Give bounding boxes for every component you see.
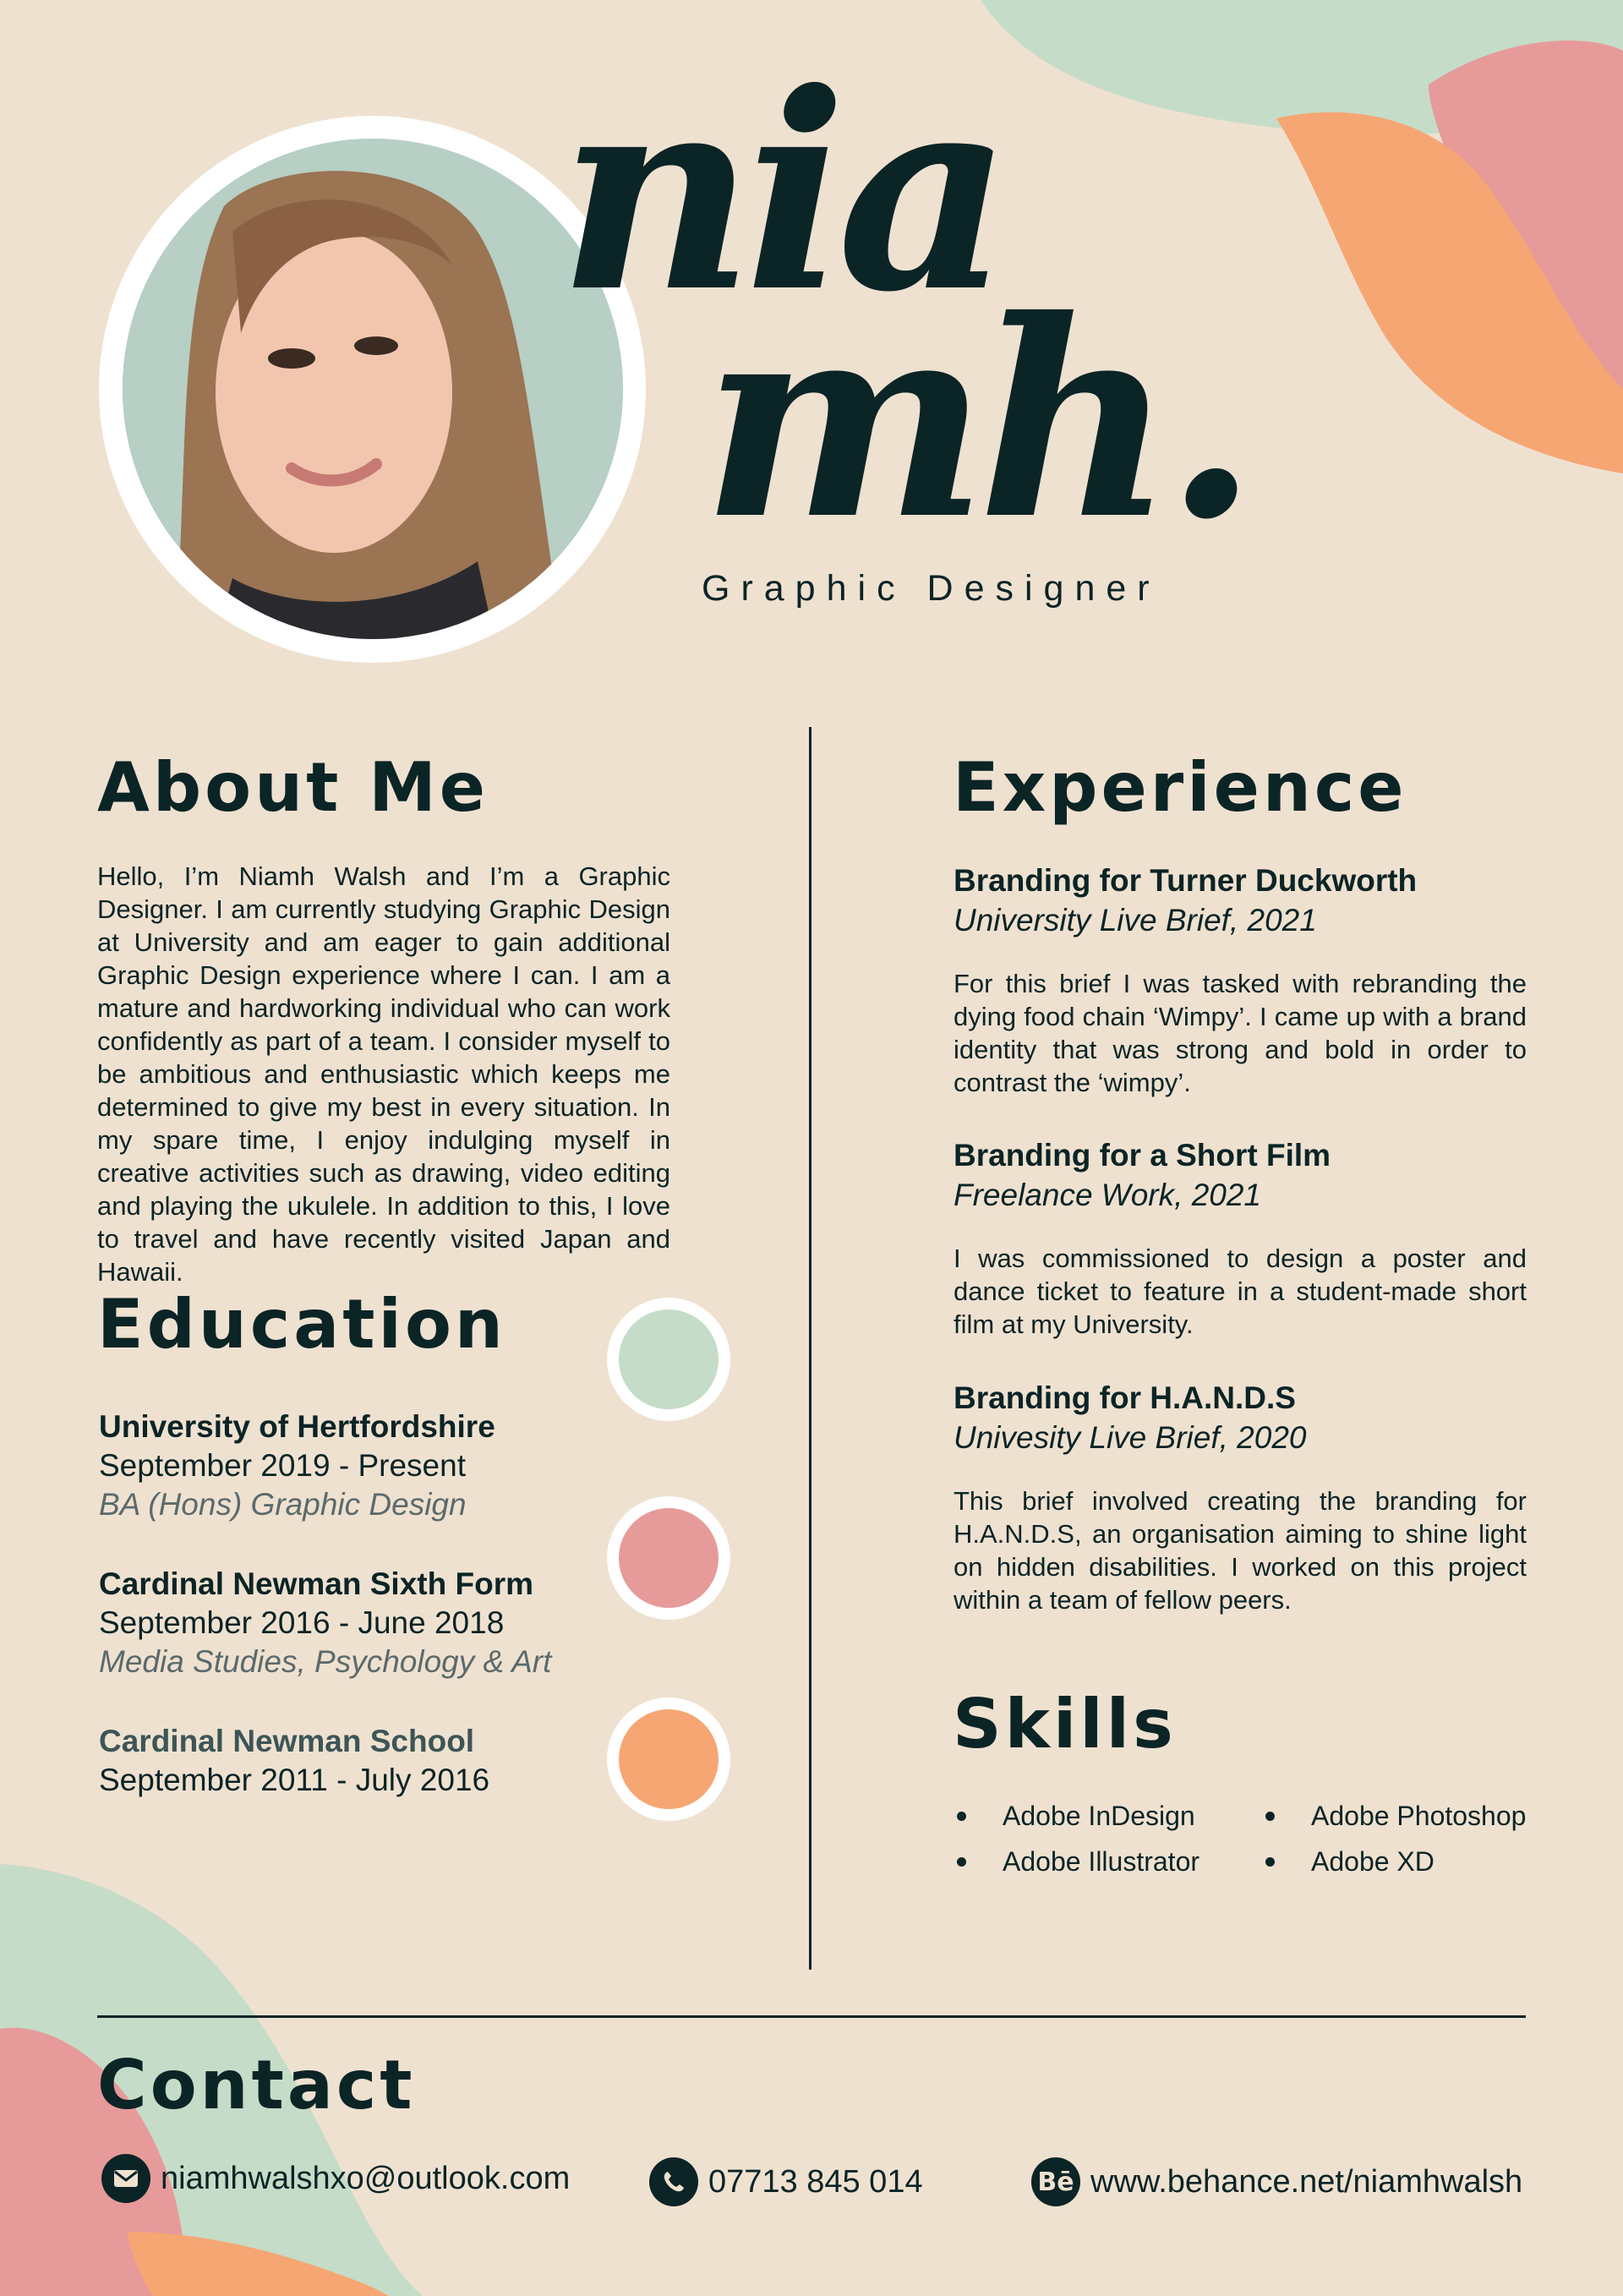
contact-email[interactable] (101, 2154, 570, 2203)
contact-phone[interactable] (649, 2157, 923, 2206)
experience-subtitle: University Live Brief, 2021 (954, 903, 1317, 938)
education-course: BA (Hons) Graphic Design (99, 1487, 467, 1522)
skill-label: Adobe Photoshop (1311, 1801, 1527, 1831)
skill-item (1311, 1801, 1526, 1832)
name-line-1: nia (558, 35, 1003, 352)
skill-item (1003, 1801, 1195, 1832)
behance-icon (1031, 2157, 1080, 2206)
decor-dot-pink (607, 1496, 730, 1620)
experience-item (954, 861, 1527, 1099)
skill-item (1003, 1846, 1199, 1878)
about-text: Hello, I’m Niamh Walsh and I’m a Graphic Designer. I am currently studying Graphic Design at University and am eager to gain additional Graphic Design experience where I can. I am a mature and hardworking individual who can work confidently as part of a team. I consider myself to be ambitious and enthusiastic which keeps me determined to give my best in every situation. In my spare time, I enjoy indulging myself in creative activities such as drawing, video editing and playing the ukulele. In addition to this, I love to travel and have recently visited Japan and Hawaii. (97, 861, 670, 1287)
education-dates: September 2016 - June 2018 (99, 1605, 505, 1640)
skill-label: Adobe InDesign (1003, 1801, 1195, 1831)
skill-item (1311, 1846, 1434, 1878)
education-heading: Education (97, 1285, 506, 1364)
education-item (99, 1722, 489, 1800)
phone-number[interactable]: 07713 845 014 (708, 2163, 923, 2200)
education-institution: Cardinal Newman Sixth Form (99, 1566, 533, 1601)
experience-description: This brief involved creating the branding for H.A.N.D.S, an organisation aiming to shine light on hidden disabilities. I worked on this project within a team of fellow peers. (954, 1486, 1527, 1615)
experience-item (954, 1135, 1527, 1341)
education-institution: University of Hertfordshire (99, 1409, 495, 1444)
experience-title: Branding for H.A.N.D.S (954, 1380, 1296, 1415)
website-link[interactable]: www.behance.net/niamhwalsh (1090, 2163, 1523, 2200)
behance-icon-text: Bē (1037, 2167, 1074, 2197)
experience-item (954, 1378, 1527, 1616)
experience-title: Branding for a Short Film (954, 1138, 1331, 1173)
contact-heading: Contact (97, 2046, 416, 2124)
about-heading: About Me (97, 748, 489, 827)
skill-label: Adobe XD (1311, 1846, 1434, 1877)
education-dates: September 2019 - Present (99, 1448, 466, 1483)
decor-dot-mint (607, 1298, 730, 1421)
experience-description: For this brief I was tasked with rebranding the dying food chain ‘Wimpy’. I came up with a brand identity that was strong and bold in order to contrast the ‘wimpy’. (954, 969, 1527, 1097)
bullet-icon (1265, 1812, 1275, 1821)
skill-label: Adobe Illustrator (1003, 1846, 1200, 1877)
contact-divider (97, 2015, 1526, 2018)
job-title: Graphic Designer (702, 568, 1161, 609)
email-link[interactable]: niamhwalshxo@outlook.com (161, 2160, 571, 2196)
education-item (99, 1408, 495, 1524)
experience-heading: Experience (953, 748, 1407, 827)
education-item (99, 1565, 551, 1681)
experience-description: I was commissioned to design a poster and dance ticket to feature in a student-made short film at my University. (954, 1244, 1527, 1339)
name-wordmark (558, 35, 1249, 579)
bullet-icon (957, 1812, 966, 1821)
phone-icon (649, 2157, 698, 2206)
decor-dot-orange (607, 1697, 730, 1821)
education-course: Media Studies, Psychology & Art (99, 1644, 552, 1679)
education-institution: Cardinal Newman School (99, 1724, 475, 1758)
skills-heading: Skills (953, 1685, 1177, 1763)
name-line-2: mh. (702, 261, 1249, 579)
education-dates: September 2011 - July 2016 (99, 1763, 490, 1797)
contact-website[interactable] (1031, 2157, 1522, 2206)
email-icon (101, 2154, 150, 2203)
bullet-icon (957, 1857, 966, 1867)
column-divider (809, 727, 812, 1970)
experience-subtitle: Freelance Work, 2021 (954, 1178, 1262, 1212)
experience-subtitle: Univesity Live Brief, 2020 (954, 1420, 1307, 1455)
profile-photo (123, 139, 623, 639)
bullet-icon (1265, 1857, 1275, 1867)
experience-title: Branding for Turner Duckworth (954, 863, 1418, 898)
